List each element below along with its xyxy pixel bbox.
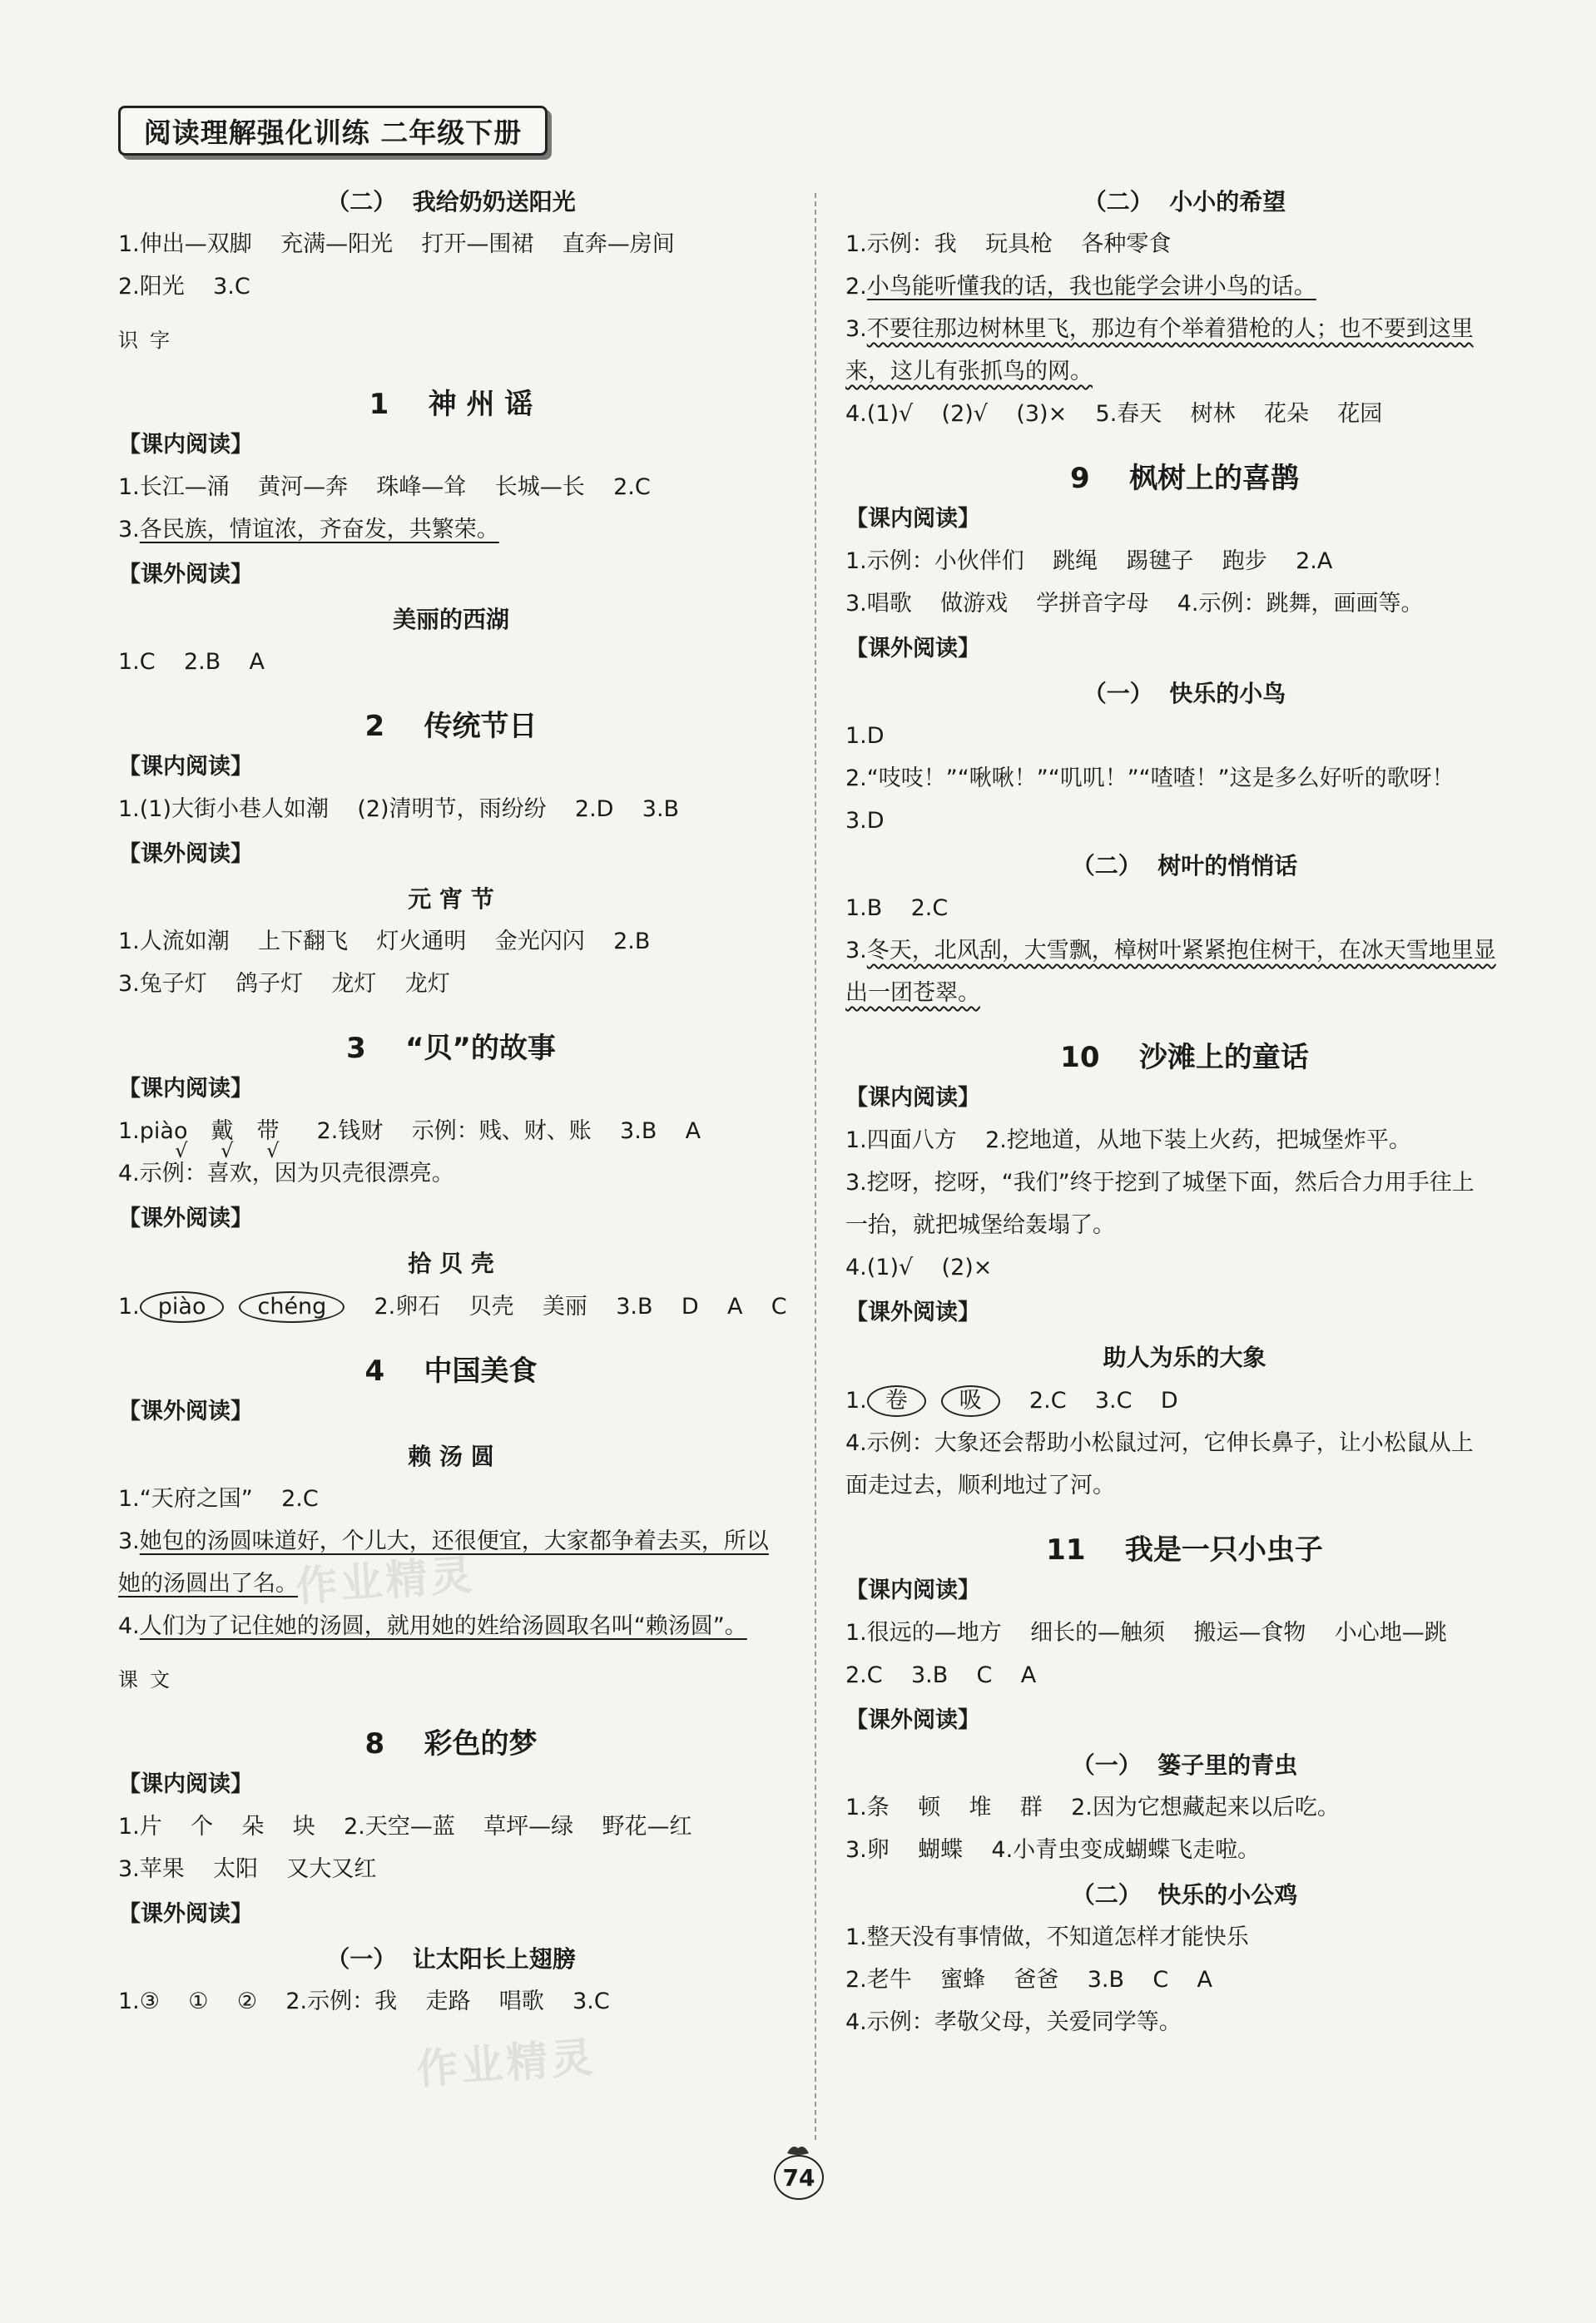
section-tag: 【课内阅读】	[845, 1085, 980, 1111]
section-tag: 【课内阅读】	[118, 432, 253, 458]
passage-title: （一） 快乐的小鸟	[1083, 680, 1286, 707]
passage-title: （二） 快乐的小公鸡	[1071, 1881, 1298, 1909]
answer-line: 1.(1)大街小巷人如潮 (2)清明节，雨纷纷 2.D 3.B	[118, 796, 680, 822]
section-tag: 【课外阅读】	[118, 562, 253, 587]
section-tag: 【课外阅读】	[845, 1300, 980, 1325]
section-tag: 【课外阅读】	[845, 1707, 980, 1733]
answer-line: 2.“吱吱！”“啾啾！”“叽叽！”“喳喳！”这是多么好听的歌呀！	[845, 765, 1455, 791]
category-label: 课文	[118, 1668, 181, 1691]
page-number: 74	[774, 2155, 824, 2200]
answer-line-underlined	[118, 1568, 298, 1600]
passage-title: 赖 汤 圆	[408, 1443, 494, 1470]
ticked-answer: 戴 √	[211, 1118, 233, 1144]
answer-line-underlined	[845, 271, 1316, 303]
underlined-answer: 出一团苍翠。	[845, 980, 980, 1006]
answer-line: 4.(1)√ (2)√ (3)× 5.春天 树林 花朵 花园	[845, 401, 1383, 427]
circled-answer: 吸	[941, 1385, 1000, 1417]
circled-answer: piào	[140, 1291, 225, 1323]
answer-line: 3.唱歌 做游戏 学拼音字母 4.示例：跳舞，画画等。	[845, 591, 1424, 617]
passage-title: （二） 小小的希望	[1083, 188, 1286, 215]
answer-number: 2.	[845, 274, 867, 300]
underlined-answer: 人们为了记住她的汤圆，就用她的姓给汤圆取名叫“赖汤圆”。	[139, 1613, 747, 1639]
answer-number: 1.	[118, 1294, 140, 1320]
answer-rest: 2.钱财 示例：贱、财、账 3.B A	[302, 1118, 701, 1144]
answer-line: 3.挖呀，挖呀，“我们”终于挖到了城堡下面，然后合力用手往上	[845, 1170, 1475, 1196]
section-tag: 【课外阅读】	[845, 636, 980, 661]
section-tag: 【课内阅读】	[845, 506, 980, 532]
answer-line-underlined	[845, 978, 980, 1009]
passage-title: 美丽的西湖	[392, 606, 509, 633]
answer-number: 3.	[845, 316, 867, 342]
section-tag: 【课内阅读】	[118, 1771, 253, 1797]
answer-line-underlined	[118, 514, 499, 546]
answer-line: 1.C 2.B A	[118, 649, 265, 675]
answer-line: 4.示例：孝敬父母，关爱同学等。	[845, 2009, 1182, 2035]
answer-number: 1.	[845, 1388, 867, 1414]
answer-rest: 2.C 3.C D	[1014, 1388, 1178, 1414]
watermark: 作业精灵	[294, 1550, 478, 1612]
passage-title: 拾 贝 壳	[408, 1250, 494, 1277]
answer-line: 3.D	[845, 808, 885, 834]
answer-line: 1.示例：我 玩具枪 各种零食	[845, 231, 1172, 257]
book-title: 阅读理解强化训练 二年级下册	[143, 116, 523, 149]
answer-number: 3.	[845, 938, 867, 963]
answer-number: 3.	[118, 1528, 140, 1554]
answer-line: 1.伸出—双脚 充满—阳光 打开—围裙 直奔—房间	[118, 231, 675, 257]
answer-line: 4.(1)√ (2)×	[845, 1255, 993, 1280]
lesson-title: 1 神 州 谣	[369, 388, 533, 421]
lesson-title: 4 中国美食	[364, 1355, 538, 1388]
answer-line: 3.兔子灯 鸽子灯 龙灯 龙灯	[118, 971, 450, 997]
ticked-answer: 带 √	[256, 1118, 279, 1144]
answer-number: 4.	[118, 1613, 140, 1639]
lesson-title: 8 彩色的梦	[364, 1727, 538, 1761]
passage-title: （二） 我给奶奶送阳光	[326, 188, 576, 215]
passage-title: （一） 篓子里的青虫	[1071, 1751, 1298, 1779]
answer-line: 1.③ ① ② 2.示例：我 走路 唱歌 3.C	[118, 1989, 610, 2014]
section-tag: 【课外阅读】	[118, 1399, 253, 1424]
underlined-answer: 她的汤圆出了名。	[118, 1571, 298, 1597]
lesson-title: 11 我是一只小虫子	[1046, 1533, 1323, 1567]
category-label: 识字	[118, 329, 181, 352]
answer-line: 4.示例：喜欢，因为贝壳很漂亮。	[118, 1161, 454, 1186]
passage-title: 助人为乐的大象	[1103, 1344, 1266, 1371]
answer-line: 1.长江—涌 黄河—奔 珠峰—耸 长城—长 2.C	[118, 474, 651, 500]
answer-rest: 2.卵石 贝壳 美丽 3.B D A C	[359, 1294, 787, 1320]
watermark: 作业精灵	[414, 2033, 598, 2094]
answer-line: 1.示例：小伙伴们 跳绳 踢毽子 跑步 2.A	[845, 548, 1333, 574]
answer-line-ticked	[118, 1116, 701, 1162]
answer-line: 3.苹果 太阳 又大又红	[118, 1856, 377, 1882]
underlined-answer: 各民族，情谊浓，齐奋发，共繁荣。	[139, 517, 499, 542]
answer-line-underlined	[845, 314, 1474, 345]
answer-line: 1.条 顿 堆 群 2.因为它想藏起来以后吃。	[845, 1795, 1340, 1820]
passage-title: 元 宵 节	[408, 885, 494, 913]
book-title-box	[118, 106, 548, 156]
answer-number: 3.	[118, 517, 140, 542]
answer-line: 4.示例：大象还会帮助小松鼠过河，它伸长鼻子，让小松鼠从上	[845, 1430, 1474, 1456]
answer-line-underlined	[845, 935, 1496, 967]
answer-line: 1.“天府之国” 2.C	[118, 1486, 319, 1512]
answer-line: 面走过去，顺利地过了河。	[845, 1473, 1115, 1498]
answer-line: 1.很远的—地方 细长的—触须 搬运—食物 小心地—跳	[845, 1620, 1447, 1646]
lesson-title: 2 传统节日	[364, 710, 538, 743]
check-mark-icon: √	[221, 1139, 234, 1162]
column-divider	[815, 193, 816, 2140]
underlined-answer: 来，这儿有张抓鸟的网。	[845, 359, 1093, 384]
answer-line: 2.C 3.B C A	[845, 1662, 1037, 1688]
underlined-answer: 小鸟能听懂我的话，我也能学会讲小鸟的话。	[866, 274, 1316, 300]
answer-line: 1.D	[845, 723, 885, 749]
section-tag: 【课外阅读】	[118, 841, 253, 867]
section-tag: 【课外阅读】	[118, 1901, 253, 1927]
answer-line: 2.阳光 3.C	[118, 274, 250, 300]
answer-line-underlined	[118, 1611, 747, 1642]
passage-title: （二） 树叶的悄悄话	[1071, 852, 1298, 879]
answer-line: 1.人流如潮 上下翻飞 灯火通明 金光闪闪 2.B	[118, 929, 651, 954]
circled-answer: chéng	[239, 1291, 344, 1323]
lesson-title: 9 枫树上的喜鹊	[1069, 462, 1299, 495]
underlined-answer: 冬天，北风刮，大雪飘，樟树叶紧紧抱住树干，在冰天雪地里显	[866, 938, 1496, 963]
answer-line-underlined	[845, 356, 1093, 388]
answer-line: 1.B 2.C	[845, 895, 949, 921]
section-tag: 【课内阅读】	[118, 754, 253, 780]
answer-line: 一抬，就把城堡给轰塌了。	[845, 1212, 1115, 1238]
answer-line-circled	[118, 1291, 787, 1323]
circled-answer: 卷	[867, 1385, 926, 1417]
check-mark-icon: √	[175, 1139, 188, 1162]
underlined-answer: 不要往那边树林里飞，那边有个举着猎枪的人；也不要到这里	[866, 316, 1474, 342]
answer-line: 1.四面八方 2.挖地道，从地下装上火药，把城堡炸平。	[845, 1127, 1411, 1153]
section-tag: 【课外阅读】	[118, 1206, 253, 1231]
passage-title: （一） 让太阳长上翅膀	[326, 1945, 576, 1973]
underlined-answer: 她包的汤圆味道好，个儿大，还很便宜，大家都争着去买，所以	[139, 1528, 769, 1554]
check-mark-icon: √	[266, 1139, 280, 1162]
lesson-title: 3 “贝”的故事	[346, 1032, 556, 1065]
ticked-answer: 1.piào √	[118, 1118, 187, 1144]
answer-line-circled	[845, 1385, 1178, 1417]
section-tag: 【课内阅读】	[118, 1076, 253, 1102]
answer-line: 1.整天没有事情做，不知道怎样才能快乐	[845, 1924, 1249, 1950]
answer-line: 2.老牛 蜜蜂 爸爸 3.B C A	[845, 1967, 1213, 1993]
lesson-title: 10 沙滩上的童话	[1060, 1041, 1309, 1074]
section-tag: 【课内阅读】	[845, 1578, 980, 1603]
answer-line: 3.卵 蝴蝶 4.小青虫变成蝴蝶飞走啦。	[845, 1837, 1261, 1863]
answer-line: 1.片 个 朵 块 2.天空—蓝 草坪—绿 野花—红	[118, 1814, 692, 1840]
